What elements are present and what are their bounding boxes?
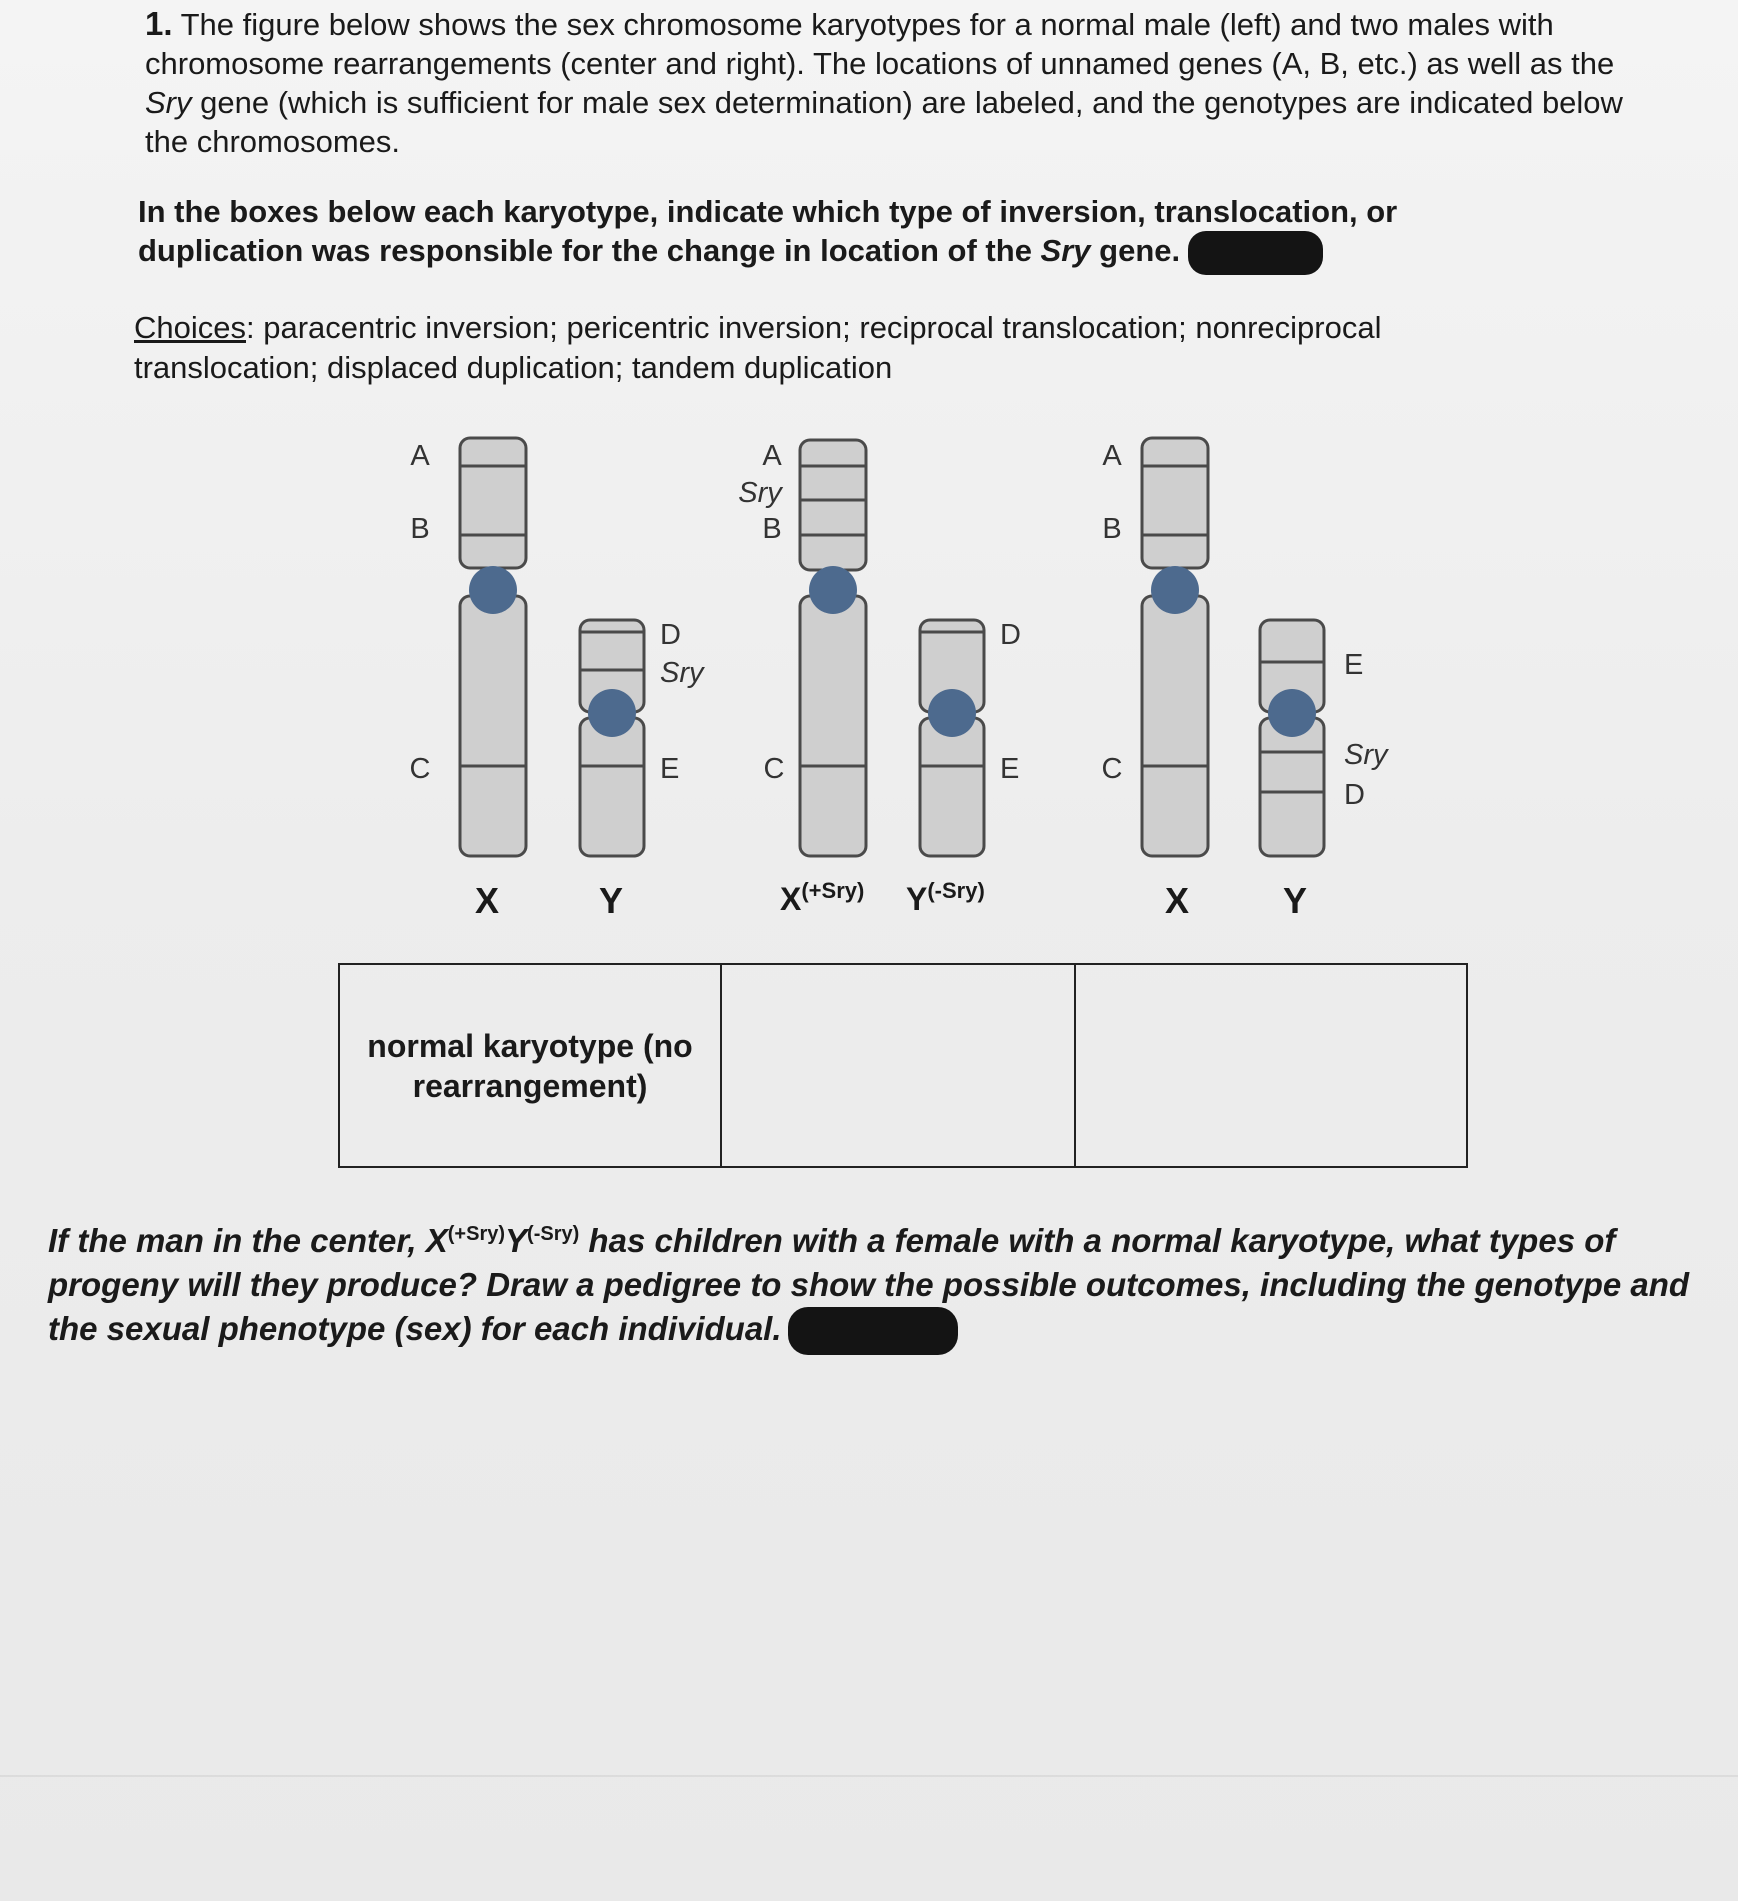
answer-box-normal-text: normal karyotype (no rearrangement) xyxy=(367,1027,693,1104)
gene-label-sry: Sry xyxy=(1344,739,1388,771)
genotype-y: Y xyxy=(1282,880,1308,921)
redaction-mark-points xyxy=(1188,231,1323,275)
answer-box-right[interactable] xyxy=(1076,965,1466,1166)
intro-text-2: gene (which is sufficient for male sex determination) are labeled, and the genotypes are indicated below the chromosomes. xyxy=(145,85,1623,159)
q2-text-2: Y xyxy=(505,1222,528,1259)
instruction-text-2: gene. xyxy=(1090,233,1181,269)
gene-label: E xyxy=(1000,753,1020,785)
gene-label-sry: Sry xyxy=(738,477,782,509)
q2-sup-1: (+Sry) xyxy=(447,1223,506,1245)
gene-label: B xyxy=(410,513,430,545)
q2-text-3: has children with a female with a normal karyotype, what types of progeny will they produce? Draw a pedigree to show the possible outcomes, including the genotype and the sexual phenotype (sex) for each individual. xyxy=(48,1222,1690,1347)
centromere xyxy=(469,566,517,614)
question-number: 1. xyxy=(145,5,173,42)
answer-box-center[interactable] xyxy=(722,965,1076,1166)
instruction-text-1: In the boxes below each karyotype, indicate which type of inversion, translocation, or duplication was responsible for the change in location of the xyxy=(138,194,1398,269)
gene-label: A xyxy=(1102,440,1122,472)
y-chromosome-2 xyxy=(920,620,984,856)
gene-label: C xyxy=(763,753,785,785)
gene-label: A xyxy=(410,440,430,472)
choices-list xyxy=(134,308,1554,388)
x-chromosome-2 xyxy=(800,440,866,856)
centromere xyxy=(588,689,636,737)
choices-text: : paracentric inversion; pericentric inversion; reciprocal translocation; nonreciprocal translocation; displaced duplication; tandem duplication xyxy=(134,310,1382,385)
karyotype-right xyxy=(1102,438,1389,921)
question-2 xyxy=(48,1212,1708,1355)
genotype-x: $X^{(+Sry)}$ xyxy=(780,878,865,917)
gene-label: B xyxy=(1102,513,1122,545)
gene-label: D xyxy=(1344,779,1365,811)
q2-text-1: If the man in the center, X xyxy=(48,1222,448,1259)
instruction-sry: Sry xyxy=(1040,233,1091,269)
gene-label: B xyxy=(762,513,782,545)
centromere xyxy=(809,566,857,614)
question-1-instruction xyxy=(138,192,1558,275)
q2-sup-2: (-Sry) xyxy=(527,1223,580,1245)
genotype-y: Y xyxy=(598,880,624,921)
intro-text-1: The figure below shows the sex chromosome karyotypes for a normal male (left) and two males with chromosome rearrangements (center and right). The locations of unnamed genes (A, B, etc.) as well as the xyxy=(145,7,1615,81)
genotype-y: $Y^{(-Sry)}$ xyxy=(906,878,985,917)
gene-label: C xyxy=(1101,753,1123,785)
gene-label: D xyxy=(1000,619,1021,651)
y-chromosome-3 xyxy=(1260,620,1324,856)
gene-label: A xyxy=(762,440,782,472)
genotype-x: X xyxy=(1164,880,1190,921)
karyotype-normal xyxy=(410,438,705,921)
gene-label-sry: Sry xyxy=(660,657,704,689)
x-chromosome-1 xyxy=(460,438,526,856)
centromere xyxy=(1268,689,1316,737)
gene-label: E xyxy=(1344,649,1364,681)
gene-label: D xyxy=(660,619,681,651)
choices-label: Choices xyxy=(134,310,246,345)
genotype-x: X xyxy=(474,880,500,921)
question-1-intro xyxy=(145,4,1665,161)
gene-label: C xyxy=(409,753,431,785)
redaction-mark-points-2 xyxy=(788,1307,958,1355)
centromere xyxy=(928,689,976,737)
karyotype-figure xyxy=(0,420,1738,940)
answer-box-normal xyxy=(340,965,722,1166)
y-chromosome-1 xyxy=(580,620,644,856)
answer-boxes xyxy=(338,963,1468,1168)
x-chromosome-3 xyxy=(1142,438,1208,856)
intro-sry: Sry xyxy=(145,85,192,120)
gene-label: E xyxy=(660,753,680,785)
karyotype-center xyxy=(738,440,1021,917)
paper-fold xyxy=(0,1775,1738,1777)
centromere xyxy=(1151,566,1199,614)
